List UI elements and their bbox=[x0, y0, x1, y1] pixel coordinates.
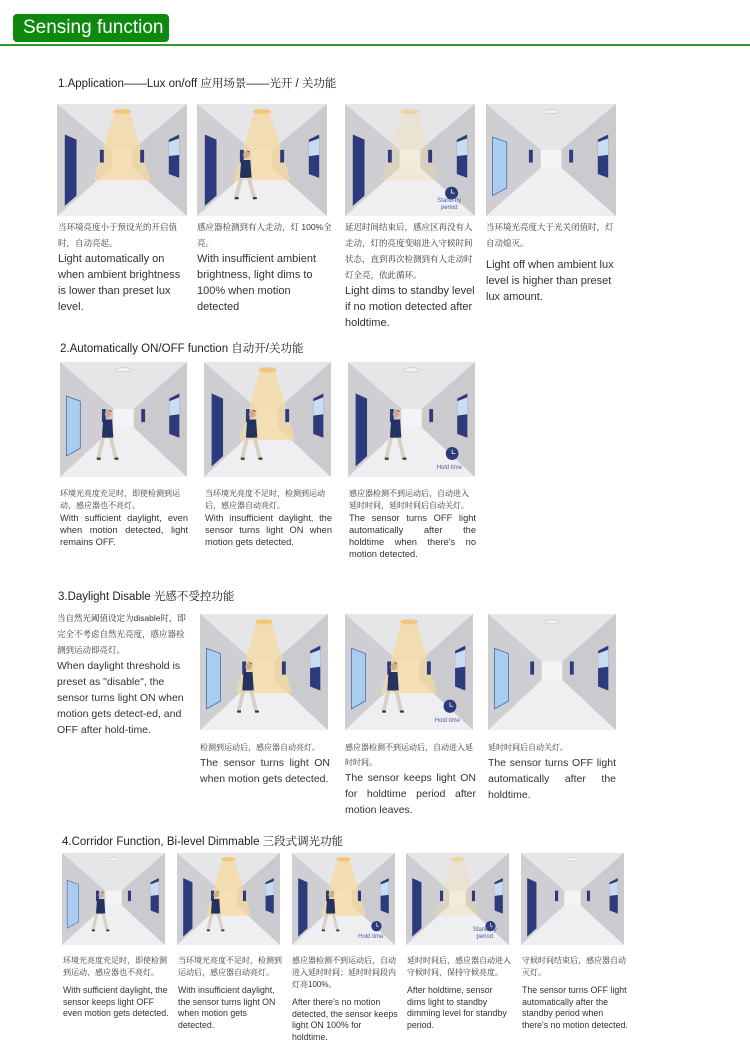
caption-cn: 当自然光阈值设定为disable时，即完全不考虑自然光亮度，感应器检测到运动即亮灯。 bbox=[57, 613, 186, 655]
corridor-illustration bbox=[348, 362, 475, 477]
door bbox=[128, 891, 131, 901]
door bbox=[280, 150, 284, 163]
standby-period-label: Stand-by period bbox=[472, 927, 497, 941]
caption bbox=[488, 740, 616, 803]
door bbox=[530, 661, 534, 674]
caption bbox=[178, 955, 284, 1031]
corridor-illustration bbox=[60, 362, 187, 477]
corridor-illustration bbox=[197, 104, 327, 216]
corridor-end bbox=[113, 409, 133, 427]
caption bbox=[292, 955, 398, 1043]
door bbox=[243, 891, 246, 901]
caption-cn: 感应器检测不到运动后，自动进入延时时间；延时时间段内灯亮100%。 bbox=[292, 956, 396, 989]
window bbox=[206, 648, 220, 709]
caption-cn: 感应器检测不到运动后，自动进入延时时间，延时时间后自动关灯。 bbox=[349, 489, 469, 510]
caption bbox=[200, 740, 330, 787]
section-title-lux: 1.Application——Lux on/off 应用场景——光开 / 关功能 bbox=[58, 78, 337, 90]
caption-cn: 环境光亮度充足时，即使检测到运动，感应器也不亮灯。 bbox=[63, 956, 167, 977]
door bbox=[587, 891, 590, 901]
door bbox=[555, 891, 558, 901]
caption-cn: 延迟时间结束后，感应区再没有人走动，灯的亮度变暗进入守候时间状态，直到再次检测到有人走动时灯全亮，依此循环。 bbox=[345, 222, 473, 280]
door bbox=[282, 661, 286, 674]
door bbox=[298, 878, 307, 937]
ceiling-lamp bbox=[259, 367, 277, 372]
caption-cn: 当环境光亮度大于光关闭值时，灯自动熄灭。 bbox=[486, 222, 614, 248]
caption-cn: 延时时间后，感应器自动进入守候时间，保持守候亮度。 bbox=[407, 956, 511, 977]
corridor-illustration bbox=[292, 853, 395, 945]
caption-en: With insufficient ambient brightness, light dims to 100% when motion detected bbox=[197, 253, 317, 313]
ceiling-lamp bbox=[566, 858, 578, 861]
clock-icon bbox=[446, 447, 459, 460]
door bbox=[183, 878, 192, 937]
caption-cn: 当环境光亮度不足时，检测到运动后，感应器自动亮灯。 bbox=[205, 489, 325, 510]
door bbox=[358, 891, 361, 901]
door bbox=[65, 135, 77, 206]
corridor-illustration bbox=[345, 104, 475, 216]
caption bbox=[522, 955, 628, 1031]
section-title-corridor: 4.Corridor Function, Bi-level Dimmable 三段式调光功能 bbox=[62, 836, 344, 848]
door bbox=[356, 393, 367, 466]
window bbox=[351, 648, 365, 709]
corridor-end bbox=[564, 891, 580, 906]
corridor-end bbox=[401, 409, 421, 427]
caption bbox=[345, 219, 477, 331]
caption-cn: 当环境光亮度不足时，检测到运动后，感应器自动亮灯。 bbox=[178, 956, 282, 977]
window bbox=[67, 880, 78, 928]
door bbox=[212, 393, 223, 466]
corridor-end bbox=[541, 150, 562, 168]
section-title-auto: 2.Automatically ON/OFF function 自动开/关功能 bbox=[60, 343, 304, 355]
door bbox=[429, 409, 433, 422]
caption-cn: 延时时间后自动关灯。 bbox=[488, 743, 568, 752]
ceiling-lamp bbox=[113, 109, 131, 114]
ceiling-lamp bbox=[221, 857, 235, 861]
caption bbox=[407, 955, 513, 1031]
caption-cn: 感应器检测到有人走动，灯 100%全亮。 bbox=[197, 222, 332, 248]
door bbox=[569, 150, 573, 163]
corridor-illustration bbox=[521, 853, 624, 945]
door bbox=[428, 150, 432, 163]
caption-en: With sufficient daylight, the sensor keeps light OFF even motion gets detected. bbox=[63, 985, 169, 1018]
caption-en: The sensor keeps light ON for holdtime period after motion leaves. bbox=[345, 772, 476, 816]
door bbox=[205, 135, 217, 206]
corridor-illustration bbox=[62, 853, 165, 945]
ceiling-lamp bbox=[107, 858, 119, 861]
caption-cn: 当环境亮度小于预设光的开启值时，自动亮起。 bbox=[58, 222, 178, 248]
corridor-illustration bbox=[177, 853, 280, 945]
ceiling-lamp bbox=[404, 368, 419, 372]
door bbox=[529, 150, 533, 163]
caption-en: With sufficient daylight, even when motion detected, light remains OFF. bbox=[60, 513, 188, 547]
door bbox=[141, 409, 145, 422]
caption-en: After holdtime, sensor dims light to standby dimming level for standby period. bbox=[407, 985, 507, 1030]
door bbox=[427, 661, 431, 674]
caption-en: Light off when ambient lux level is higher than preset lux amount. bbox=[486, 259, 614, 303]
ceiling-lamp bbox=[253, 109, 271, 114]
caption-en: When daylight threshold is preset as "disable", the sensor turns light ON when motion gets detect-ed, and OFF after hold-time. bbox=[57, 660, 184, 736]
ceiling-lamp bbox=[543, 110, 559, 114]
door bbox=[440, 891, 443, 901]
header-divider bbox=[0, 44, 750, 46]
caption bbox=[205, 488, 332, 548]
caption-en: With insufficient daylight, the sensor turns light ON when motion gets detected. bbox=[178, 985, 276, 1030]
clock-icon bbox=[444, 700, 457, 713]
page-title: Sensing function bbox=[23, 17, 164, 38]
hold-time-label: Hold time bbox=[434, 718, 460, 725]
caption bbox=[197, 219, 332, 315]
caption bbox=[58, 219, 190, 315]
section-header-badge bbox=[13, 14, 169, 42]
clock-icon bbox=[371, 921, 381, 931]
caption bbox=[349, 488, 476, 560]
ceiling-lamp bbox=[401, 109, 419, 114]
caption-cn: 感应器检测不到运动后，自动进入延时时间。 bbox=[345, 743, 473, 767]
caption-en: After there's no motion detected, the sensor keeps light ON 100% for holdtime. bbox=[292, 997, 398, 1042]
caption bbox=[60, 488, 188, 548]
standby-period-label: Stand-by period bbox=[437, 197, 462, 211]
corridor-illustration bbox=[200, 614, 328, 730]
section-title-daylight: 3.Daylight Disable 光感不受控功能 bbox=[58, 591, 235, 603]
door bbox=[527, 878, 536, 937]
caption-en: The sensor turns OFF light automatically after the holdtime. bbox=[488, 757, 616, 801]
caption-en: The sensor turns OFF light automatically after the holdtime when there's no motion detected. bbox=[349, 513, 476, 559]
ceiling-lamp bbox=[255, 619, 273, 624]
ceiling-lamp bbox=[116, 368, 131, 372]
door bbox=[570, 661, 574, 674]
ceiling-lamp bbox=[450, 857, 464, 861]
door bbox=[285, 409, 289, 422]
door bbox=[412, 878, 421, 937]
corridor-illustration bbox=[57, 104, 187, 216]
intro-caption bbox=[57, 610, 187, 738]
corridor-illustration bbox=[488, 614, 616, 730]
ceiling-lamp bbox=[544, 620, 559, 624]
door bbox=[388, 150, 392, 163]
window bbox=[493, 137, 507, 196]
caption-en: The sensor turns OFF light automatically after the standby period when there's no motion detected. bbox=[522, 985, 628, 1030]
caption bbox=[486, 219, 621, 305]
door bbox=[140, 150, 144, 163]
caption-en: Light automatically on when ambient brightness is lower than preset lux level. bbox=[58, 253, 181, 313]
ceiling-lamp bbox=[336, 857, 350, 861]
corridor-illustration bbox=[486, 104, 616, 216]
window bbox=[66, 396, 80, 456]
corridor-illustration bbox=[204, 362, 331, 477]
door bbox=[472, 891, 475, 901]
window bbox=[494, 648, 508, 709]
door bbox=[100, 150, 104, 163]
corridor-illustration bbox=[406, 853, 509, 945]
caption-cn: 守候时间结束后，感应器自动灭灯。 bbox=[522, 956, 626, 977]
caption bbox=[63, 955, 169, 1020]
caption-en: The sensor turns light ON when motion gets detected. bbox=[200, 757, 330, 785]
hold-time-label: Hold time bbox=[436, 465, 463, 472]
caption-cn: 环境光亮度充足时，即使检测到运动，感应器也不亮灯。 bbox=[60, 489, 180, 510]
ceiling-lamp bbox=[400, 619, 418, 624]
door bbox=[353, 135, 365, 206]
corridor-illustration bbox=[345, 614, 473, 730]
corridor-end bbox=[105, 891, 121, 906]
caption bbox=[345, 740, 476, 818]
caption-cn: 检测到运动后，感应器自动亮灯。 bbox=[200, 743, 320, 752]
hold-time-label: Hold time bbox=[358, 934, 384, 941]
caption-en: With insufficient daylight, the sensor turns light ON when motion gets detected. bbox=[205, 513, 332, 547]
corridor-end bbox=[542, 661, 562, 679]
caption-en: Light dims to standby level if no motion detected after holdtime. bbox=[345, 285, 475, 329]
